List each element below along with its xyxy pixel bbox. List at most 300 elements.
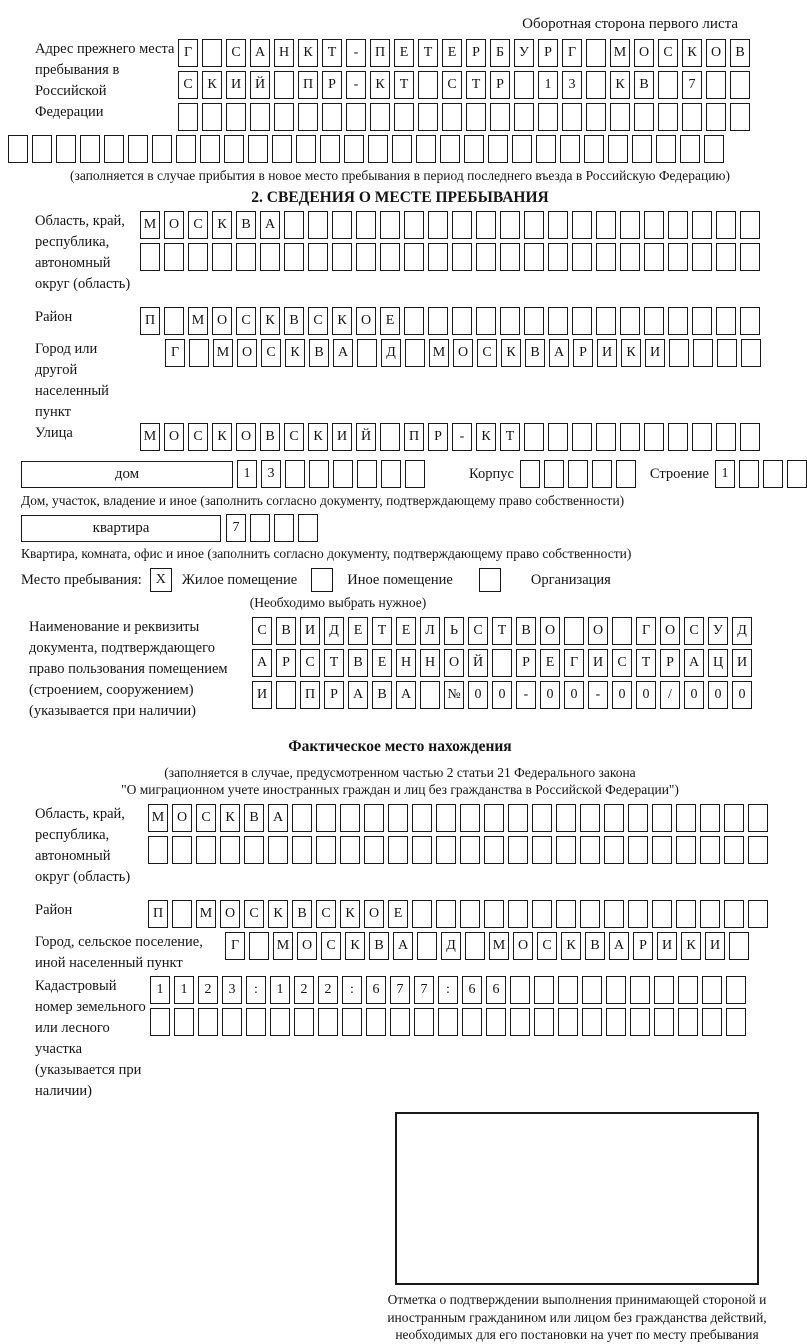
char-cell[interactable] bbox=[405, 460, 425, 488]
char-cell[interactable]: Т bbox=[492, 617, 512, 645]
s2-district-row[interactable] bbox=[140, 307, 760, 335]
char-cell[interactable] bbox=[620, 243, 640, 271]
prev-address-row-1[interactable] bbox=[178, 39, 750, 67]
char-cell[interactable] bbox=[428, 243, 448, 271]
char-cell[interactable]: О bbox=[236, 423, 256, 451]
char-cell[interactable] bbox=[692, 423, 712, 451]
char-cell[interactable] bbox=[730, 103, 750, 131]
char-cell[interactable] bbox=[740, 307, 760, 335]
char-cell[interactable] bbox=[652, 804, 672, 832]
char-cell[interactable] bbox=[270, 1008, 290, 1036]
char-cell[interactable]: В bbox=[730, 39, 750, 67]
char-cell[interactable] bbox=[164, 243, 184, 271]
char-cell[interactable]: № bbox=[444, 681, 464, 709]
char-cell[interactable] bbox=[333, 460, 353, 488]
char-cell[interactable]: 1 bbox=[174, 976, 194, 1004]
char-cell[interactable]: К bbox=[260, 307, 280, 335]
char-cell[interactable] bbox=[604, 900, 624, 928]
char-cell[interactable]: Т bbox=[466, 71, 486, 99]
char-cell[interactable] bbox=[224, 135, 244, 163]
char-cell[interactable]: К bbox=[476, 423, 496, 451]
char-cell[interactable] bbox=[438, 1008, 458, 1036]
char-cell[interactable]: 6 bbox=[462, 976, 482, 1004]
char-cell[interactable] bbox=[380, 243, 400, 271]
char-cell[interactable] bbox=[80, 135, 100, 163]
char-cell[interactable]: К bbox=[332, 307, 352, 335]
char-cell[interactable]: 7 bbox=[226, 514, 246, 542]
s2-city-row[interactable] bbox=[165, 339, 761, 367]
char-cell[interactable]: К bbox=[298, 39, 318, 67]
char-cell[interactable]: К bbox=[212, 423, 232, 451]
char-cell[interactable]: Й bbox=[250, 71, 270, 99]
char-cell[interactable]: 0 bbox=[540, 681, 560, 709]
char-cell[interactable]: П bbox=[404, 423, 424, 451]
char-cell[interactable] bbox=[508, 836, 528, 864]
char-cell[interactable]: 2 bbox=[294, 976, 314, 1004]
char-cell[interactable]: Н bbox=[420, 649, 440, 677]
char-cell[interactable] bbox=[246, 1008, 266, 1036]
char-cell[interactable] bbox=[420, 681, 440, 709]
char-cell[interactable] bbox=[460, 804, 480, 832]
char-cell[interactable] bbox=[741, 339, 761, 367]
char-cell[interactable] bbox=[236, 243, 256, 271]
char-cell[interactable]: Т bbox=[372, 617, 392, 645]
char-cell[interactable] bbox=[704, 135, 724, 163]
char-cell[interactable] bbox=[682, 103, 702, 131]
al-district-row[interactable] bbox=[148, 900, 768, 928]
char-cell[interactable] bbox=[702, 1008, 722, 1036]
char-cell[interactable] bbox=[476, 243, 496, 271]
char-cell[interactable] bbox=[428, 307, 448, 335]
char-cell[interactable] bbox=[724, 900, 744, 928]
char-cell[interactable] bbox=[452, 243, 472, 271]
char-cell[interactable] bbox=[592, 460, 612, 488]
char-cell[interactable]: Р bbox=[324, 681, 344, 709]
char-cell[interactable]: К bbox=[340, 900, 360, 928]
char-cell[interactable] bbox=[332, 243, 352, 271]
al-region-row-2[interactable] bbox=[148, 836, 768, 864]
char-cell[interactable] bbox=[274, 514, 294, 542]
char-cell[interactable] bbox=[388, 804, 408, 832]
char-cell[interactable] bbox=[620, 423, 640, 451]
char-cell[interactable]: 7 bbox=[390, 976, 410, 1004]
char-cell[interactable]: 3 bbox=[562, 71, 582, 99]
char-cell[interactable] bbox=[668, 423, 688, 451]
char-cell[interactable] bbox=[442, 103, 462, 131]
char-cell[interactable] bbox=[309, 460, 329, 488]
char-cell[interactable] bbox=[586, 103, 606, 131]
char-cell[interactable]: П bbox=[370, 39, 390, 67]
char-cell[interactable]: Г bbox=[564, 649, 584, 677]
char-cell[interactable] bbox=[172, 836, 192, 864]
char-cell[interactable]: В bbox=[244, 804, 264, 832]
char-cell[interactable]: М bbox=[140, 423, 160, 451]
char-cell[interactable]: Т bbox=[636, 649, 656, 677]
char-cell[interactable]: О bbox=[660, 617, 680, 645]
prev-address-overflow-row[interactable] bbox=[8, 135, 800, 163]
char-cell[interactable] bbox=[678, 1008, 698, 1036]
char-cell[interactable] bbox=[436, 804, 456, 832]
char-cell[interactable] bbox=[412, 836, 432, 864]
char-cell[interactable] bbox=[316, 804, 336, 832]
char-cell[interactable] bbox=[452, 307, 472, 335]
char-cell[interactable]: О bbox=[540, 617, 560, 645]
char-cell[interactable]: 7 bbox=[414, 976, 434, 1004]
char-cell[interactable]: 2 bbox=[318, 976, 338, 1004]
char-cell[interactable] bbox=[486, 1008, 506, 1036]
char-cell[interactable]: К bbox=[621, 339, 641, 367]
char-cell[interactable] bbox=[342, 1008, 362, 1036]
apartment-number-cells[interactable] bbox=[226, 514, 318, 542]
char-cell[interactable] bbox=[606, 976, 626, 1004]
char-cell[interactable] bbox=[668, 243, 688, 271]
char-cell[interactable] bbox=[357, 339, 377, 367]
char-cell[interactable]: 0 bbox=[564, 681, 584, 709]
char-cell[interactable]: Р bbox=[322, 71, 342, 99]
char-cell[interactable]: П bbox=[300, 681, 320, 709]
checkbox-inoe[interactable] bbox=[311, 568, 333, 592]
char-cell[interactable]: О bbox=[164, 211, 184, 239]
char-cell[interactable] bbox=[524, 243, 544, 271]
char-cell[interactable] bbox=[706, 71, 726, 99]
char-cell[interactable] bbox=[568, 460, 588, 488]
char-cell[interactable] bbox=[308, 211, 328, 239]
char-cell[interactable]: - bbox=[346, 39, 366, 67]
char-cell[interactable]: С bbox=[226, 39, 246, 67]
char-cell[interactable]: 0 bbox=[492, 681, 512, 709]
char-cell[interactable]: М bbox=[196, 900, 216, 928]
char-cell[interactable] bbox=[404, 243, 424, 271]
al-cadastre-row-2[interactable] bbox=[150, 1008, 746, 1036]
char-cell[interactable] bbox=[152, 135, 172, 163]
char-cell[interactable] bbox=[500, 307, 520, 335]
char-cell[interactable] bbox=[514, 71, 534, 99]
char-cell[interactable]: Е bbox=[396, 617, 416, 645]
char-cell[interactable] bbox=[692, 243, 712, 271]
char-cell[interactable]: Г bbox=[636, 617, 656, 645]
char-cell[interactable]: - bbox=[588, 681, 608, 709]
char-cell[interactable] bbox=[658, 71, 678, 99]
char-cell[interactable] bbox=[644, 307, 664, 335]
char-cell[interactable]: С bbox=[658, 39, 678, 67]
char-cell[interactable] bbox=[465, 932, 485, 960]
char-cell[interactable] bbox=[748, 900, 768, 928]
char-cell[interactable]: : bbox=[342, 976, 362, 1004]
char-cell[interactable] bbox=[492, 649, 512, 677]
char-cell[interactable]: О bbox=[513, 932, 533, 960]
char-cell[interactable]: 1 bbox=[150, 976, 170, 1004]
char-cell[interactable] bbox=[706, 103, 726, 131]
char-cell[interactable]: Т bbox=[418, 39, 438, 67]
char-cell[interactable] bbox=[620, 307, 640, 335]
char-cell[interactable]: У bbox=[708, 617, 728, 645]
char-cell[interactable]: К bbox=[370, 71, 390, 99]
char-cell[interactable] bbox=[104, 135, 124, 163]
char-cell[interactable]: А bbox=[252, 649, 272, 677]
char-cell[interactable]: С bbox=[537, 932, 557, 960]
char-cell[interactable] bbox=[544, 460, 564, 488]
char-cell[interactable]: Р bbox=[428, 423, 448, 451]
char-cell[interactable]: К bbox=[561, 932, 581, 960]
char-cell[interactable] bbox=[356, 211, 376, 239]
char-cell[interactable] bbox=[726, 976, 746, 1004]
char-cell[interactable] bbox=[676, 836, 696, 864]
char-cell[interactable]: С bbox=[196, 804, 216, 832]
char-cell[interactable] bbox=[534, 976, 554, 1004]
stroenie-cells[interactable] bbox=[715, 460, 807, 488]
char-cell[interactable] bbox=[604, 804, 624, 832]
char-cell[interactable]: Е bbox=[394, 39, 414, 67]
char-cell[interactable] bbox=[716, 243, 736, 271]
char-cell[interactable]: О bbox=[237, 339, 257, 367]
char-cell[interactable]: О bbox=[706, 39, 726, 67]
char-cell[interactable]: Б bbox=[490, 39, 510, 67]
char-cell[interactable] bbox=[634, 103, 654, 131]
char-cell[interactable] bbox=[644, 423, 664, 451]
char-cell[interactable]: О bbox=[364, 900, 384, 928]
char-cell[interactable] bbox=[292, 836, 312, 864]
char-cell[interactable] bbox=[196, 836, 216, 864]
char-cell[interactable]: В bbox=[525, 339, 545, 367]
char-cell[interactable]: С bbox=[308, 307, 328, 335]
char-cell[interactable] bbox=[364, 804, 384, 832]
char-cell[interactable]: 0 bbox=[732, 681, 752, 709]
char-cell[interactable] bbox=[763, 460, 783, 488]
char-cell[interactable] bbox=[604, 836, 624, 864]
char-cell[interactable]: С bbox=[684, 617, 704, 645]
al-cadastre-row-1[interactable] bbox=[150, 976, 746, 1004]
char-cell[interactable] bbox=[676, 804, 696, 832]
char-cell[interactable]: И bbox=[588, 649, 608, 677]
char-cell[interactable]: К bbox=[212, 211, 232, 239]
char-cell[interactable] bbox=[739, 460, 759, 488]
char-cell[interactable]: Е bbox=[380, 307, 400, 335]
char-cell[interactable] bbox=[572, 307, 592, 335]
char-cell[interactable] bbox=[562, 103, 582, 131]
char-cell[interactable]: В bbox=[634, 71, 654, 99]
char-cell[interactable]: 6 bbox=[366, 976, 386, 1004]
char-cell[interactable] bbox=[548, 307, 568, 335]
char-cell[interactable]: В bbox=[516, 617, 536, 645]
char-cell[interactable]: А bbox=[549, 339, 569, 367]
char-cell[interactable] bbox=[322, 103, 342, 131]
char-cell[interactable]: 1 bbox=[270, 976, 290, 1004]
char-cell[interactable] bbox=[332, 211, 352, 239]
char-cell[interactable]: 1 bbox=[715, 460, 735, 488]
char-cell[interactable] bbox=[580, 836, 600, 864]
char-cell[interactable]: И bbox=[226, 71, 246, 99]
char-cell[interactable]: И bbox=[332, 423, 352, 451]
char-cell[interactable] bbox=[729, 932, 749, 960]
char-cell[interactable] bbox=[548, 211, 568, 239]
al-city-row[interactable] bbox=[225, 932, 749, 960]
s2-street-row[interactable] bbox=[140, 423, 760, 451]
char-cell[interactable] bbox=[532, 836, 552, 864]
char-cell[interactable]: С bbox=[252, 617, 272, 645]
char-cell[interactable] bbox=[596, 243, 616, 271]
char-cell[interactable] bbox=[510, 1008, 530, 1036]
char-cell[interactable] bbox=[428, 211, 448, 239]
char-cell[interactable] bbox=[702, 976, 722, 1004]
char-cell[interactable] bbox=[514, 103, 534, 131]
char-cell[interactable]: С bbox=[300, 649, 320, 677]
char-cell[interactable] bbox=[404, 307, 424, 335]
char-cell[interactable] bbox=[357, 460, 377, 488]
char-cell[interactable] bbox=[488, 135, 508, 163]
char-cell[interactable] bbox=[724, 836, 744, 864]
char-cell[interactable] bbox=[8, 135, 28, 163]
char-cell[interactable]: С bbox=[188, 211, 208, 239]
char-cell[interactable]: А bbox=[268, 804, 288, 832]
char-cell[interactable]: - bbox=[452, 423, 472, 451]
char-cell[interactable] bbox=[284, 211, 304, 239]
char-cell[interactable]: Р bbox=[516, 649, 536, 677]
char-cell[interactable]: С bbox=[442, 71, 462, 99]
char-cell[interactable]: Ь bbox=[444, 617, 464, 645]
char-cell[interactable] bbox=[580, 900, 600, 928]
char-cell[interactable]: М bbox=[213, 339, 233, 367]
char-cell[interactable]: С bbox=[178, 71, 198, 99]
char-cell[interactable] bbox=[164, 307, 184, 335]
char-cell[interactable] bbox=[560, 135, 580, 163]
char-cell[interactable] bbox=[508, 804, 528, 832]
char-cell[interactable] bbox=[716, 307, 736, 335]
char-cell[interactable] bbox=[476, 211, 496, 239]
char-cell[interactable]: Г bbox=[225, 932, 245, 960]
char-cell[interactable] bbox=[740, 423, 760, 451]
char-cell[interactable]: 0 bbox=[636, 681, 656, 709]
char-cell[interactable]: Е bbox=[348, 617, 368, 645]
char-cell[interactable]: М bbox=[489, 932, 509, 960]
char-cell[interactable]: С bbox=[612, 649, 632, 677]
char-cell[interactable]: А bbox=[260, 211, 280, 239]
char-cell[interactable] bbox=[700, 804, 720, 832]
char-cell[interactable] bbox=[189, 339, 209, 367]
char-cell[interactable] bbox=[460, 900, 480, 928]
char-cell[interactable]: О bbox=[634, 39, 654, 67]
char-cell[interactable]: 1 bbox=[538, 71, 558, 99]
char-cell[interactable] bbox=[276, 681, 296, 709]
char-cell[interactable]: К bbox=[610, 71, 630, 99]
char-cell[interactable] bbox=[596, 211, 616, 239]
char-cell[interactable]: 1 bbox=[237, 460, 257, 488]
char-cell[interactable]: Р bbox=[276, 649, 296, 677]
char-cell[interactable]: 0 bbox=[468, 681, 488, 709]
char-cell[interactable]: К bbox=[268, 900, 288, 928]
char-cell[interactable] bbox=[366, 1008, 386, 1036]
char-cell[interactable]: К bbox=[682, 39, 702, 67]
char-cell[interactable] bbox=[654, 1008, 674, 1036]
char-cell[interactable] bbox=[418, 71, 438, 99]
char-cell[interactable]: Д bbox=[324, 617, 344, 645]
char-cell[interactable] bbox=[340, 804, 360, 832]
char-cell[interactable]: Р bbox=[633, 932, 653, 960]
char-cell[interactable]: А bbox=[250, 39, 270, 67]
char-cell[interactable]: И bbox=[597, 339, 617, 367]
char-cell[interactable]: В bbox=[309, 339, 329, 367]
char-cell[interactable]: А bbox=[348, 681, 368, 709]
char-cell[interactable] bbox=[534, 1008, 554, 1036]
char-cell[interactable] bbox=[500, 243, 520, 271]
char-cell[interactable]: О bbox=[356, 307, 376, 335]
char-cell[interactable]: Т bbox=[500, 423, 520, 451]
char-cell[interactable] bbox=[436, 836, 456, 864]
char-cell[interactable]: В bbox=[369, 932, 389, 960]
char-cell[interactable] bbox=[198, 1008, 218, 1036]
char-cell[interactable] bbox=[140, 243, 160, 271]
char-cell[interactable]: А bbox=[333, 339, 353, 367]
char-cell[interactable]: С bbox=[244, 900, 264, 928]
char-cell[interactable] bbox=[612, 617, 632, 645]
char-cell[interactable]: И bbox=[300, 617, 320, 645]
char-cell[interactable]: С bbox=[316, 900, 336, 928]
char-cell[interactable]: О bbox=[164, 423, 184, 451]
char-cell[interactable]: К bbox=[202, 71, 222, 99]
char-cell[interactable] bbox=[284, 243, 304, 271]
char-cell[interactable]: Т bbox=[394, 71, 414, 99]
char-cell[interactable] bbox=[388, 836, 408, 864]
char-cell[interactable]: : bbox=[438, 976, 458, 1004]
char-cell[interactable]: С bbox=[321, 932, 341, 960]
char-cell[interactable] bbox=[174, 1008, 194, 1036]
char-cell[interactable]: 0 bbox=[684, 681, 704, 709]
char-cell[interactable] bbox=[460, 836, 480, 864]
char-cell[interactable] bbox=[654, 976, 674, 1004]
char-cell[interactable]: Л bbox=[420, 617, 440, 645]
char-cell[interactable]: 2 bbox=[198, 976, 218, 1004]
char-cell[interactable] bbox=[508, 900, 528, 928]
char-cell[interactable] bbox=[548, 423, 568, 451]
char-cell[interactable]: С bbox=[188, 423, 208, 451]
char-cell[interactable] bbox=[532, 900, 552, 928]
char-cell[interactable] bbox=[584, 135, 604, 163]
char-cell[interactable] bbox=[414, 1008, 434, 1036]
char-cell[interactable] bbox=[476, 307, 496, 335]
char-cell[interactable]: О bbox=[297, 932, 317, 960]
char-cell[interactable] bbox=[412, 900, 432, 928]
char-cell[interactable] bbox=[748, 836, 768, 864]
char-cell[interactable]: М bbox=[188, 307, 208, 335]
char-cell[interactable] bbox=[558, 976, 578, 1004]
char-cell[interactable] bbox=[484, 900, 504, 928]
char-cell[interactable]: Р bbox=[573, 339, 593, 367]
char-cell[interactable]: В bbox=[292, 900, 312, 928]
char-cell[interactable]: А bbox=[396, 681, 416, 709]
char-cell[interactable] bbox=[582, 976, 602, 1004]
char-cell[interactable] bbox=[668, 211, 688, 239]
char-cell[interactable] bbox=[500, 211, 520, 239]
char-cell[interactable] bbox=[56, 135, 76, 163]
char-cell[interactable] bbox=[740, 211, 760, 239]
char-cell[interactable] bbox=[510, 976, 530, 1004]
char-cell[interactable] bbox=[416, 135, 436, 163]
char-cell[interactable] bbox=[285, 460, 305, 488]
al-region-row-1[interactable] bbox=[148, 804, 768, 832]
char-cell[interactable] bbox=[226, 103, 246, 131]
char-cell[interactable]: Й bbox=[468, 649, 488, 677]
char-cell[interactable] bbox=[178, 103, 198, 131]
char-cell[interactable]: Е bbox=[540, 649, 560, 677]
char-cell[interactable]: Е bbox=[372, 649, 392, 677]
char-cell[interactable] bbox=[212, 243, 232, 271]
document-row-2[interactable] bbox=[252, 649, 752, 677]
char-cell[interactable] bbox=[748, 804, 768, 832]
char-cell[interactable] bbox=[172, 900, 192, 928]
char-cell[interactable] bbox=[370, 103, 390, 131]
char-cell[interactable] bbox=[418, 103, 438, 131]
char-cell[interactable]: П bbox=[148, 900, 168, 928]
char-cell[interactable] bbox=[716, 211, 736, 239]
